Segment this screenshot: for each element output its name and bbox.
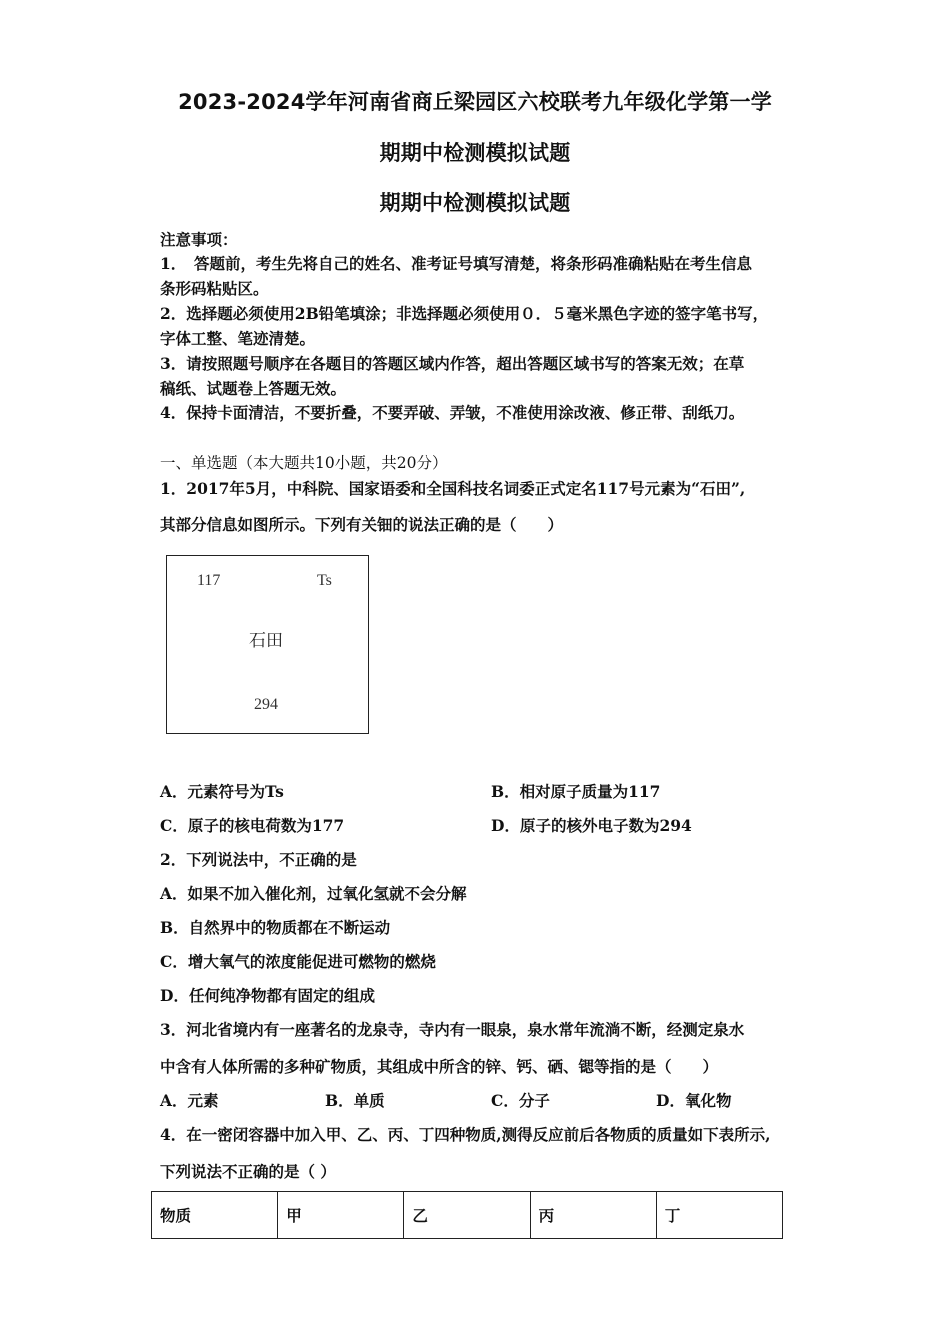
q1-option-b[interactable]: B．相对原子质量为117 [491,782,661,801]
page-title-line-3: 期期中检测模拟试题 [379,191,571,215]
notice-item: 条形码粘贴区。 [160,279,269,298]
notice-item: 3．请按照题号顺序在各题目的答题区域内作答，超出答题区域书写的答案无效；在草 [160,354,745,373]
q2-option-b[interactable]: B．自然界中的物质都在不断运动 [160,918,391,937]
q1-stem-line-1: 1．2017年5月，中科院、国家语委和全国科技名词委正式定名117号元素为“石田”, [160,479,746,498]
q4-stem-line-2: 下列说法不正确的是（ ） [160,1162,336,1181]
q3-option-b[interactable]: B．单质 [325,1091,385,1110]
q4-stem-line-1: 4．在一密闭容器中加入甲、乙、丙、丁四种物质,测得反应前后各物质的质量如下表所示, [160,1125,771,1144]
q2-stem: 2．下列说法中，不正确的是 [160,850,357,869]
q2-option-d[interactable]: D．任何纯净物都有固定的组成 [160,986,375,1005]
q2-option-c[interactable]: C．增大氧气的浓度能促进可燃物的燃烧 [160,952,436,971]
table-header-cell: 物质 [152,1192,278,1239]
notice-item: 字体工整、笔迹清楚。 [160,329,316,348]
table-header-cell: 乙 [404,1192,530,1239]
table-header-cell: 丙 [530,1192,656,1239]
table-header-cell: 丁 [656,1192,782,1239]
element-card [166,555,369,734]
q4-mass-table [151,1191,783,1239]
q3-option-c[interactable]: C．分子 [491,1091,550,1110]
element-atomic-mass: 294 [254,696,278,713]
table-row [152,1192,783,1239]
q3-option-d[interactable]: D．氧化物 [656,1091,732,1110]
notice-item: 2．选择题必须使用2B铅笔填涂；非选择题必须使用０．５毫米黑色字迹的签字笔书写， [160,304,769,323]
element-symbol: Ts [317,572,332,589]
notice-item: 4．保持卡面清洁，不要折叠，不要弄破、弄皱，不准使用涂改液、修正带、刮纸刀。 [160,403,745,422]
notice-heading: 注意事项： [160,230,238,249]
notice-item: 1． 答题前，考生先将自己的姓名、准考证号填写清楚，将条形码准确粘贴在考生信息 [160,254,753,273]
notice-item: 稿纸、试题卷上答题无效。 [160,379,347,398]
q3-option-a[interactable]: A．元素 [160,1091,219,1110]
q2-option-a[interactable]: A．如果不加入催化剂，过氧化氢就不会分解 [160,884,467,903]
page-title-line-1: 2023-2024学年河南省商丘梁园区六校联考九年级化学第一学 [178,90,772,114]
page-title-line-2: 期期中检测模拟试题 [379,141,571,165]
element-atomic-number: 117 [197,572,221,589]
q1-stem-line-2: 其部分信息如图所示。下列有关钿的说法正确的是（ ） [160,515,564,534]
table-header-cell: 甲 [278,1192,404,1239]
section-heading: 一、单选题（本大题共10小题，共20分） [160,454,448,472]
q3-stem-line-1: 3．河北省境内有一座著名的龙泉寺，寺内有一眼泉，泉水常年流淌不断，经测定泉水 [160,1020,745,1039]
q1-option-c[interactable]: C．原子的核电荷数为177 [160,816,345,835]
q1-option-d[interactable]: D．原子的核外电子数为294 [491,816,692,835]
q3-stem-line-2: 中含有人体所需的多种矿物质，其组成中所含的锌、钙、硒、锶等指的是（ ） [160,1057,719,1076]
element-name: 石田 [249,631,283,651]
q1-option-a[interactable]: A．元素符号为Ts [160,782,284,801]
